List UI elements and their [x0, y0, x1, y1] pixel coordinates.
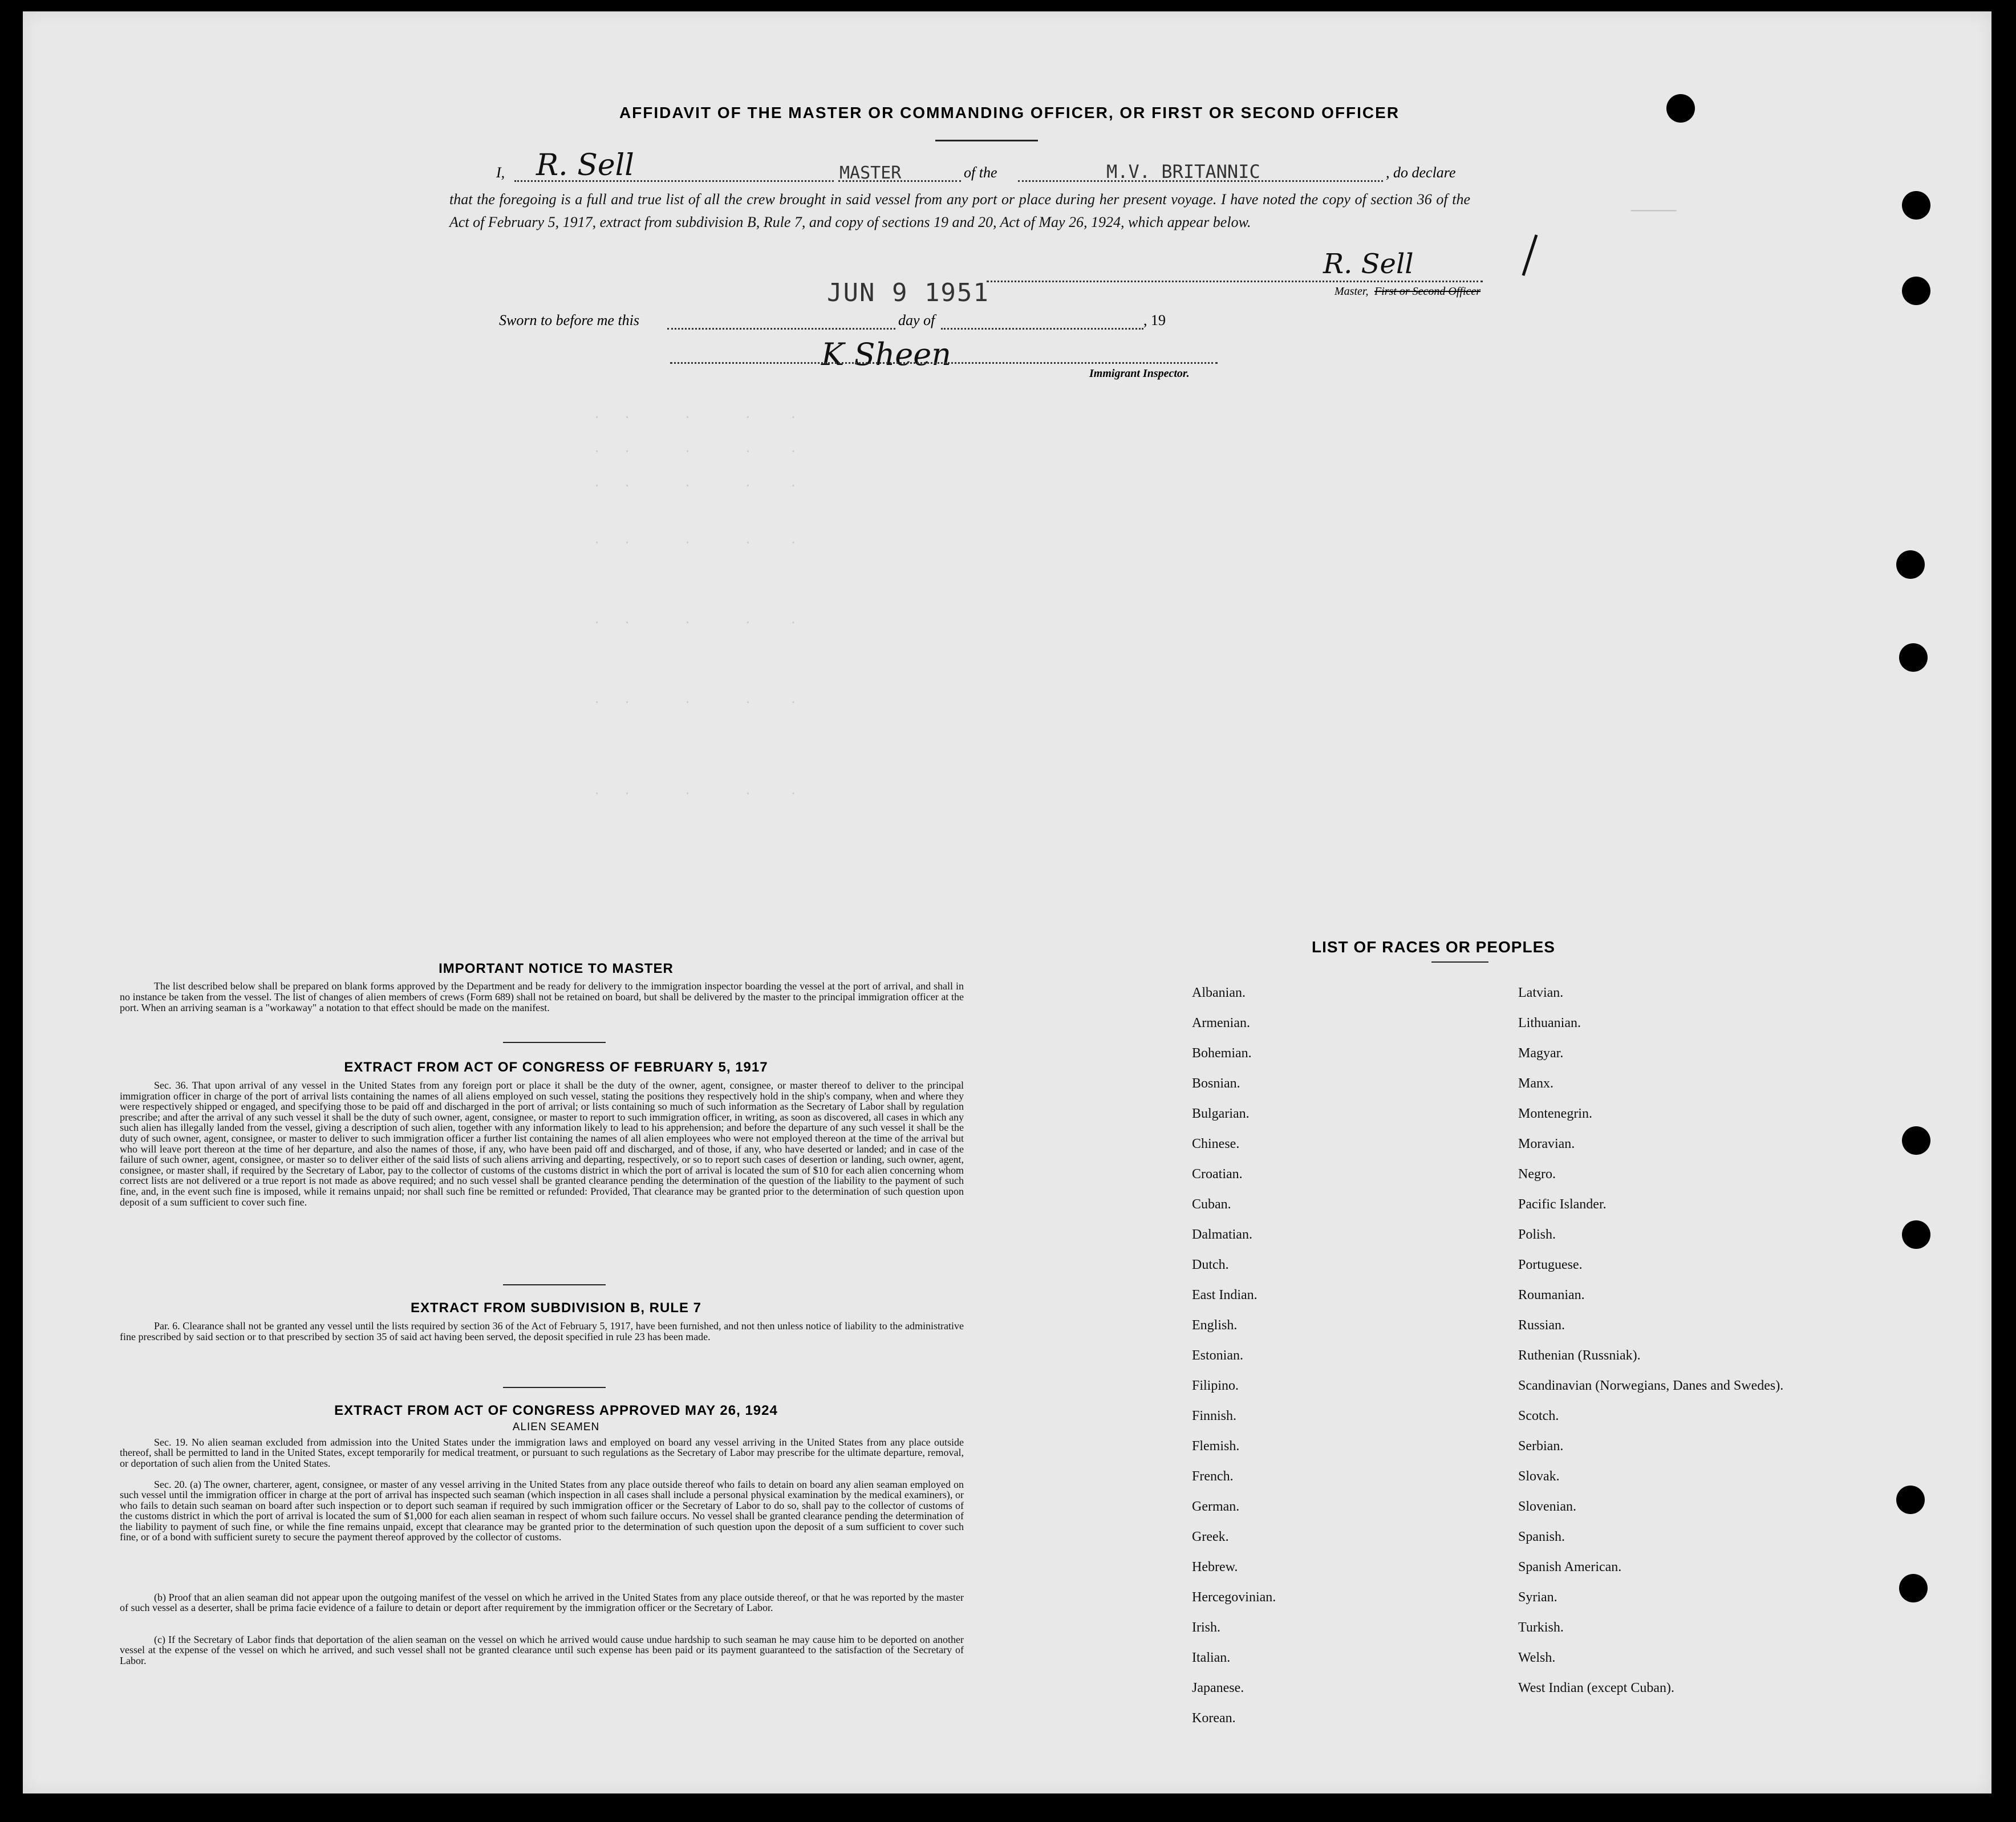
- extract-rule7-title: EXTRACT FROM SUBDIVISION B, RULE 7: [410, 1300, 702, 1316]
- notice-text: The list described below shall be prepared on blank forms approved by the Department and be ready for delivery to the immigration inspector boarding the vessel at the port of arrival, and shall in no instance be taken from the vessel. The list of changes of alien members of crews (Form 689) shall not be retained on board, but shall be delivered by the master to the principal immigration officer at the port. When an arriving seaman is a "workaway" a notation to that effect should be made on the manifest.: [120, 980, 964, 1013]
- do-declare-label: , do declare: [1386, 164, 1456, 181]
- sworn-label: Sworn to before me this: [499, 312, 640, 328]
- race-item: Hebrew.: [1192, 1560, 1238, 1575]
- race-item: Japanese.: [1192, 1681, 1244, 1695]
- race-item: Roumanian.: [1518, 1288, 1585, 1302]
- declaration-text: that the foregoing is a full and true list of all the crew brought in said vessel from any port or place during her present voyage. I have noted the copy of section 36 of the Act of February 5, 1917, extract from subdivision B, Rule 7, and copy of sections 19 and 20, Act of May 26, 1924, which appear below.: [449, 191, 1470, 230]
- race-item: East Indian.: [1192, 1288, 1258, 1302]
- master-signature: R. Sell: [1323, 248, 1414, 280]
- master-name-handwritten: R. Sell: [536, 148, 634, 182]
- punch-hole: [1896, 550, 1925, 579]
- vessel-name: M.V. BRITANNIC: [1106, 161, 1260, 182]
- i-label: I,: [496, 164, 505, 181]
- race-item: German.: [1192, 1499, 1240, 1514]
- race-item: Albanian.: [1192, 985, 1246, 1000]
- extract-rule7-text: Par. 6. Clearance shall not be granted any vessel until the lists required by section 36 of the Act of February 5, 1917, have been furnished, and not then unless notice of liability to the administrative fine prescribed by said section or to that prescribed by section 35 of said act having been served, the deposit specified in rule 23 has been made.: [120, 1320, 964, 1342]
- extract-1924-sec20a: Sec. 20. (a) The owner, charterer, agent, consignee, or master of any vessel arriving in the United States from any place outside thereof who fails to detain on board any alien seaman employed on such vessel until the immigration officer in charge at the port of arrival has inspected such seaman (which inspection in all cases shall include a personal physical examination by the medical examiners), or who fails to detain such seaman on board after such inspection or to deport such seaman if required by such immigration officer or the Secretary of Labor to do so, shall pay to the collector of customs of the customs district in which the port of arrival is located the sum of $1,000 for each alien seaman in respect of whom such failure occurs. No vessel shall be granted clearance pending the determination of the liability to payment of such fine, or while the fine remains unpaid, except that clearance may be granted prior to the determination of such question upon the deposit of a sum sufficient to cover such fine, or of a bond with sufficient surety to secure the payment thereof approved by the collector of customs.: [120, 1479, 964, 1543]
- race-item: Syrian.: [1518, 1590, 1557, 1605]
- bleed-through-text: ────── · · · · · · · · · · · · · · · · · · · · · · · · · · · · · · · · · · ·: [593, 204, 1677, 801]
- master-line-label: Master,: [1334, 285, 1369, 298]
- race-item: Chinese.: [1192, 1137, 1240, 1151]
- race-item: Estonian.: [1192, 1348, 1243, 1363]
- race-item: Dalmatian.: [1192, 1227, 1252, 1242]
- race-item: Manx.: [1518, 1076, 1553, 1091]
- race-item: English.: [1192, 1318, 1238, 1333]
- race-item: Filipino.: [1192, 1378, 1239, 1393]
- race-item: Bohemian.: [1192, 1046, 1252, 1061]
- race-item: Korean.: [1192, 1711, 1236, 1726]
- punch-hole: [1896, 1486, 1925, 1514]
- race-item: Slovak.: [1518, 1469, 1560, 1484]
- extract-1917-text: Sec. 36. That upon arrival of any vessel in the United States from any foreign port or place it shall be the duty of the owner, agent, consignee, or master thereof to deliver to the principal immigration officer in charge of the port of arrival lists containing the names of all aliens employed on such vessel, stating the positions they respectively hold in the ship's company, when and where they were respectively shipped or engaged, and specifying those to be paid off and discharged in the port of arrival; or lists containing so much of such information as the Secretary of Labor shall by regulation prescribe; and after the arrival of any such vessel it shall be the duty of such owner, agent, consignee, or master to report to such immigration officer, in writing, as soon as discovered, all cases in which any such alien has illegally landed from the vessel, giving a description of such alien, together with any information likely to lead to his apprehension; and before the departure of any such vessel it shall be the duty of such owner, agent, consignee, or master to deliver to such immigration officer a further list containing the names of all alien employees who were not employed thereon at the time of the arrival but who will leave port thereon at the time of her departure, and also the names of those, if any, who have been paid off and discharged, and of those, if any, who have deserted or landed; and in case of the failure of such owner, agent, consignee, or master so to deliver either of the said lists of such aliens arriving and departing, respectively, or so to report such cases of desertion or landing, such owner, agent, consignee, or master shall, if required by the Secretary of Labor, pay to the collector of customs of the customs district in which the port of arrival is located the sum of $10 for each alien concerning whom correct lists are not delivered or a true report is not made as above required; and no such vessel shall be granted clearance pending the determination of the question of the liability to the payment of such fine, and, in the event such fine is imposed, while it remains unpaid; nor shall such fine be remitted or refunded: Provided, That clearance may be granted prior to the determination of such question upon deposit of a sum sufficient to cover such fine.: [120, 1080, 964, 1208]
- races-title: LIST OF RACES OR PEOPLES: [1312, 938, 1555, 956]
- rank-stamp: MASTER: [839, 163, 902, 183]
- race-item: Magyar.: [1518, 1046, 1564, 1061]
- extract-1924-sec20b: (b) Proof that an alien seaman did not appear upon the outgoing manifest of the vessel on which he arrived in the United States from any place outside thereof, or that he was reported by the master of such vessel as a deserter, shall be prima facie evidence of a failure to detain or deport after requirement by the immigration officer or the Secretary of Labor.: [120, 1592, 964, 1614]
- punch-hole: [1899, 643, 1928, 672]
- punch-hole: [1899, 1574, 1928, 1602]
- punch-hole: [1902, 191, 1930, 220]
- race-item: Latvian.: [1518, 985, 1564, 1000]
- master-signature-line: [987, 281, 1483, 282]
- section-divider: [503, 1042, 606, 1043]
- punch-hole: [1902, 1126, 1930, 1155]
- section-divider: [503, 1387, 606, 1388]
- race-item: Italian.: [1192, 1650, 1231, 1665]
- race-item: Finnish.: [1192, 1409, 1237, 1423]
- race-item: Russian.: [1518, 1318, 1565, 1333]
- race-item: Bulgarian.: [1192, 1106, 1250, 1121]
- extract-1924-sec20c: (c) If the Secretary of Labor finds that deportation of the alien seaman on the vessel on which he arrived would cause undue hardship to such seaman he may cause him to be deported on another vessel at the expense of the vessel on which he arrived, and such vessel shall not be granted clearance until such expense has been paid or its payment guaranteed to the satisfaction of the Secretary of Labor.: [120, 1634, 964, 1666]
- race-item: French.: [1192, 1469, 1234, 1484]
- extract-1917-title: EXTRACT FROM ACT OF CONGRESS OF FEBRUARY 5, 1917: [344, 1060, 768, 1075]
- race-item: Bosnian.: [1192, 1076, 1240, 1091]
- race-item: Pacific Islander.: [1518, 1197, 1607, 1212]
- punch-hole: [1902, 1220, 1930, 1249]
- race-item: Lithuanian.: [1518, 1016, 1581, 1030]
- year-label: , 19: [1143, 312, 1166, 328]
- affidavit-title: AFFIDAVIT OF THE MASTER OR COMMANDING OFFICER, OR FIRST OR SECOND OFFICER: [619, 104, 1400, 121]
- rank-line: [838, 180, 961, 182]
- race-item: Scotch.: [1518, 1409, 1559, 1423]
- race-item: Turkish.: [1518, 1620, 1564, 1635]
- sworn-day-line: [667, 328, 895, 330]
- race-item: Moravian.: [1518, 1137, 1575, 1151]
- race-item: Flemish.: [1192, 1439, 1240, 1454]
- inspector-signature-line: [670, 362, 1218, 364]
- race-item: Welsh.: [1518, 1650, 1556, 1665]
- races-list-left: [1192, 978, 1276, 1734]
- section-divider: [503, 1284, 606, 1285]
- signature-check-mark: [1522, 234, 1538, 276]
- extract-1924-title: EXTRACT FROM ACT OF CONGRESS APPROVED MAY 26, 1924: [334, 1403, 778, 1418]
- extract-1924-sec19: Sec. 19. No alien seaman excluded from admission into the United States under the immigration laws and employed on board any vessel arriving in the United States from any place outside thereof, shall be permitted to land in the United States, except temporarily for medical treatment, or pursuant to such regulations as the Secretary of Labor may prescribe for the ultimate departure, removal, or deportation of such alien from the United States.: [120, 1437, 964, 1469]
- race-item: Spanish American.: [1518, 1560, 1622, 1575]
- race-item: Irish.: [1192, 1620, 1220, 1635]
- of-the-label: of the: [964, 164, 997, 181]
- date-stamp: JUN 9 1951: [827, 278, 989, 307]
- race-item: Croatian.: [1192, 1167, 1243, 1182]
- race-item: Dutch.: [1192, 1257, 1229, 1272]
- race-item: Greek.: [1192, 1529, 1229, 1544]
- race-item: Spanish.: [1518, 1529, 1565, 1544]
- extract-1924-subtitle: ALIEN SEAMEN: [512, 1421, 600, 1433]
- race-item: Montenegrin.: [1518, 1106, 1592, 1121]
- race-item: Armenian.: [1192, 1016, 1250, 1030]
- day-of-label: day of: [898, 312, 935, 328]
- race-item: Slovenian.: [1518, 1499, 1576, 1514]
- race-item: Cuban.: [1192, 1197, 1231, 1212]
- race-item: Polish.: [1518, 1227, 1556, 1242]
- punch-hole: [1902, 277, 1930, 305]
- races-divider: [1431, 961, 1488, 963]
- race-item: Scandinavian (Norwegians, Danes and Swedes).: [1518, 1378, 1784, 1393]
- race-item: Serbian.: [1518, 1439, 1564, 1454]
- race-item: Negro.: [1518, 1167, 1556, 1182]
- struck-officer-text: First or Second Officer: [1374, 285, 1481, 298]
- sworn-month-line: [941, 328, 1143, 330]
- document-page: [23, 11, 1991, 1793]
- race-item: West Indian (except Cuban).: [1518, 1681, 1674, 1695]
- races-list-right: [1518, 978, 1783, 1703]
- race-item: Ruthenian (Russniak).: [1518, 1348, 1641, 1363]
- race-item: Hercegovinian.: [1192, 1590, 1276, 1605]
- inspector-label: Immigrant Inspector.: [1089, 367, 1190, 380]
- inspector-signature: K Sheen: [821, 336, 951, 372]
- race-item: Portuguese.: [1518, 1257, 1583, 1272]
- title-divider: [935, 140, 1038, 141]
- notice-title: IMPORTANT NOTICE TO MASTER: [439, 961, 674, 976]
